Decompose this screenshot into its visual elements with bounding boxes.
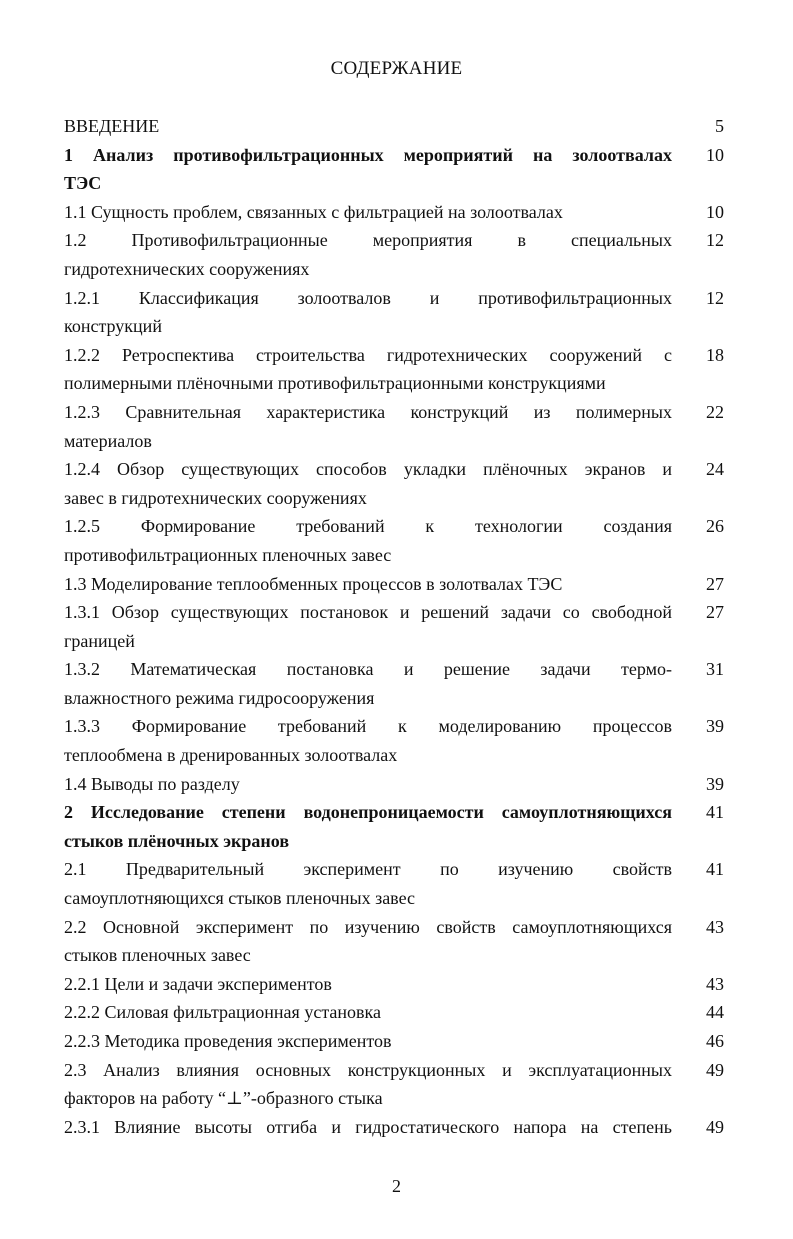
toc-entry [64, 712, 724, 769]
toc-entry-line: 2.2.1 Цели и задачи экспериментов [64, 973, 332, 994]
toc-entry-title [64, 141, 672, 198]
toc-entry-line-continued: стыков пленочных завес [64, 945, 251, 966]
toc-entry-line-continued: завес в гидротехнических сооружениях [64, 487, 367, 508]
toc-entry-line: 1.3.2 Математическая постановка и решение задачи термо- [64, 659, 672, 680]
toc-entry-title [64, 655, 672, 712]
toc-entry-line: 1.3 Моделирование теплообменных процессов в золотвалах ТЭС [64, 573, 563, 594]
toc-entry-page: 46 [706, 1031, 724, 1051]
toc-entry-page: 22 [706, 401, 724, 422]
toc-entry [64, 226, 724, 283]
toc-entry-line: 1.2.3 Сравнительная характеристика конструкций из полимерных [64, 401, 672, 422]
toc-entry-line-continued: ТЭС [64, 173, 102, 194]
toc-entry [64, 798, 724, 855]
toc-entry-title [64, 770, 672, 799]
toc-entry-page: 43 [706, 973, 724, 994]
toc-entry [64, 112, 724, 141]
toc-entry-title [64, 455, 672, 512]
toc-entry-page: 39 [706, 773, 724, 794]
table-of-contents [64, 112, 724, 1141]
toc-entry-page: 12 [706, 230, 724, 251]
toc-entry-line-continued: самоуплотняющихся стыков пленочных завес [64, 888, 415, 909]
toc-entry-line: 1.3.3 Формирование требований к моделированию процессов [64, 716, 672, 737]
toc-entry-page: 39 [706, 716, 724, 737]
toc-entry-title [64, 998, 672, 1027]
page-number: 2 [392, 1176, 401, 1196]
toc-entry-title [64, 1056, 672, 1113]
toc-entry-line-continued: факторов на работу “⊥”-образного стыка [64, 1088, 383, 1109]
toc-entry-title [64, 1027, 672, 1056]
toc-entry-line-continued: полимерными плёночными противофильтрационными конструкциями [64, 373, 606, 394]
toc-entry-line: 2.3.1 Влияние высоты отгиба и гидростатического напора на степень [64, 1116, 672, 1137]
toc-entry-title [64, 970, 672, 999]
toc-entry-line-continued: конструкций [64, 316, 162, 337]
toc-entry [64, 970, 724, 999]
toc-entry-page: 49 [706, 1059, 724, 1080]
toc-entry [64, 341, 724, 398]
toc-entry-line: 1 Анализ противофильтрационных мероприятий на золоотвалах [64, 144, 672, 165]
toc-entry-line: 1.2.5 Формирование требований к технологии создания [64, 516, 672, 537]
toc-entry-line: 1.2.2 Ретроспектива строительства гидротехнических сооружений с [64, 344, 672, 365]
toc-entry-line: 2.1 Предварительный эксперимент по изучению свойств [64, 859, 672, 880]
toc-entry-page: 10 [706, 144, 724, 165]
toc-entry-line-continued: материалов [64, 430, 152, 451]
toc-entry [64, 455, 724, 512]
toc-entry-line-continued: стыков плёночных экранов [64, 830, 290, 851]
toc-entry-title [64, 284, 672, 341]
toc-entry [64, 998, 724, 1027]
toc-entry [64, 913, 724, 970]
toc-entry-line: 2.2.2 Силовая фильтрационная установка [64, 1002, 381, 1023]
toc-entry-title [64, 112, 672, 141]
toc-entry-line: 1.1 Сущность проблем, связанных с фильтрацией на золоотвалах [64, 201, 563, 222]
toc-entry-line: 2.2 Основной эксперимент по изучению свойств самоуплотняющихся [64, 916, 672, 937]
toc-entry-title [64, 570, 672, 599]
toc-entry [64, 855, 724, 912]
toc-entry-title [64, 913, 672, 970]
toc-entry [64, 198, 724, 227]
toc-entry-page: 44 [706, 1002, 724, 1023]
toc-entry [64, 398, 724, 455]
toc-entry-line-continued: гидротехнических сооружениях [64, 258, 310, 279]
toc-entry-page: 43 [706, 916, 724, 937]
toc-entry [64, 512, 724, 569]
toc-entry-line: 1.2.4 Обзор существующих способов укладки плёночных экранов и [64, 459, 672, 480]
toc-entry-page: 24 [706, 459, 724, 480]
toc-entry-line-continued: границей [64, 630, 135, 651]
toc-entry-page: 31 [706, 659, 724, 680]
toc-entry [64, 1056, 724, 1113]
toc-entry-page: 41 [706, 859, 724, 880]
toc-entry [64, 570, 724, 599]
toc-entry-line-continued: противофильтрационных пленочных завес [64, 544, 392, 565]
toc-entry-page: 12 [706, 287, 724, 308]
toc-entry-title [64, 855, 672, 912]
toc-entry-page: 27 [706, 573, 724, 594]
toc-entry-title [64, 1113, 672, 1142]
toc-entry-line-continued: влажностного режима гидросооружения [64, 687, 375, 708]
toc-entry-line: 1.3.1 Обзор существующих постановок и решений задачи со свободной [64, 602, 672, 623]
toc-entry [64, 284, 724, 341]
toc-entry-line: 1.2.1 Классификация золоотвалов и противофильтрационных [64, 287, 672, 308]
toc-entry-page: 49 [706, 1116, 724, 1137]
toc-entry-page: 5 [715, 116, 724, 136]
toc-entry-title [64, 598, 672, 655]
toc-entry-page: 27 [706, 602, 724, 623]
toc-entry-title [64, 398, 672, 455]
toc-entry-line: 2.2.3 Методика проведения экспериментов [64, 1031, 392, 1051]
toc-entry-line: 1.2 Противофильтрационные мероприятия в специальных [64, 230, 672, 251]
toc-entry [64, 770, 724, 799]
toc-entry-line: ВВЕДЕНИЕ [64, 116, 160, 136]
toc-entry-page: 41 [706, 802, 724, 823]
toc-entry-title [64, 341, 672, 398]
toc-entry-title [64, 226, 672, 283]
page-title: СОДЕРЖАНИЕ [330, 58, 463, 79]
toc-entry [64, 655, 724, 712]
toc-entry-line: 2.3 Анализ влияния основных конструкционных и эксплуатационных [64, 1059, 672, 1080]
toc-entry-title [64, 198, 672, 227]
toc-entry-line-continued: теплообмена в дренированных золоотвалах [64, 745, 398, 766]
toc-entry [64, 1113, 724, 1142]
toc-entry-page: 10 [706, 201, 724, 222]
toc-entry-line: 1.4 Выводы по разделу [64, 773, 240, 794]
toc-entry-page: 18 [706, 344, 724, 365]
toc-entry-page: 26 [706, 516, 724, 537]
toc-entry [64, 141, 724, 198]
toc-entry-line: 2 Исследование степени водонепроницаемости самоуплотняющихся [64, 802, 672, 823]
toc-entry [64, 1027, 724, 1056]
toc-entry-title [64, 798, 672, 855]
toc-entry [64, 598, 724, 655]
toc-entry-title [64, 512, 672, 569]
toc-entry-title [64, 712, 672, 769]
